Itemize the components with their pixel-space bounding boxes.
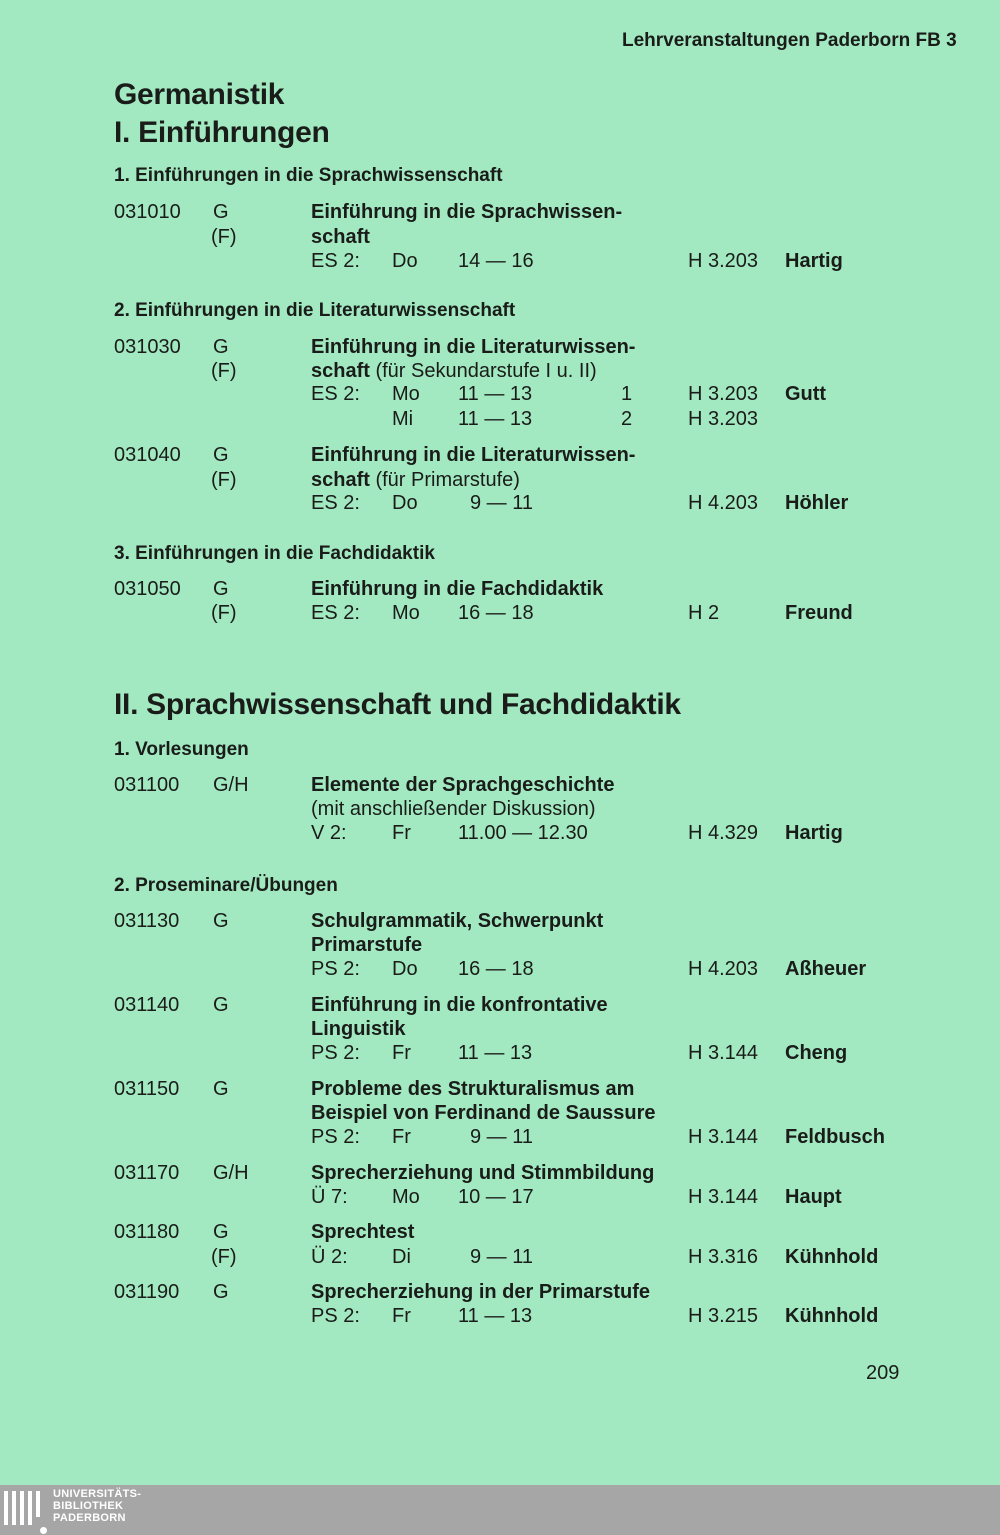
course-lecturer: Haupt [785, 1186, 842, 1208]
course-title-cont: schaft [311, 226, 370, 248]
course-f-mark: (F) [211, 602, 237, 624]
course-lecturer: Freund [785, 602, 853, 624]
course-day: Mo [392, 1186, 420, 1208]
library-logo-text [53, 1488, 141, 1524]
course-room: H 3.316 [688, 1246, 759, 1268]
part-title-2: II. Sprachwissenschaft und Fachdidaktik [114, 688, 681, 721]
course-day-2: Mi [392, 408, 414, 430]
course-lecturer: Kühnhold [785, 1305, 879, 1327]
course-type: Ü 2: [311, 1246, 348, 1268]
logo-line: PADERBORN [53, 1512, 126, 1524]
course-room: H 3.215 [688, 1305, 759, 1327]
course-title-cont [311, 469, 520, 492]
course-time: 11 — 13 [458, 1305, 533, 1327]
course-time: 9 — 11 [470, 492, 533, 514]
course-time: 11 — 13 [458, 1042, 533, 1064]
page-number: 209 [866, 1362, 900, 1384]
course-room: H 4.203 [688, 958, 759, 980]
course-day: Fr [392, 1305, 411, 1327]
course-type: PS 2: [311, 1305, 360, 1327]
course-number: 031040 [114, 444, 181, 466]
course-title: Einführung in die Fachdidaktik [311, 578, 604, 600]
course-day: Do [392, 250, 418, 272]
course-time: 9 — 11 [470, 1126, 533, 1148]
running-header: Lehrveranstaltungen Paderborn FB 3 [622, 30, 957, 51]
section-heading: 1. Vorlesungen [114, 739, 249, 760]
course-level: G [213, 1221, 229, 1243]
course-room: H 3.203 [688, 383, 759, 405]
course-room: H 3.144 [688, 1042, 759, 1064]
course-time: 9 — 11 [470, 1246, 533, 1268]
course-time: 16 — 18 [458, 602, 534, 624]
course-number: 031130 [114, 910, 180, 932]
course-number: 031050 [114, 578, 181, 600]
course-room: H 2 [688, 602, 720, 624]
course-title-note: (für Sekundarstufe I u. II) [369, 360, 597, 382]
course-day: Fr [392, 822, 411, 844]
course-title-cont [311, 360, 597, 383]
course-title: Einführung in die Literaturwissen- [311, 336, 636, 358]
course-group-2: 2 [621, 408, 633, 430]
course-room: H 4.329 [688, 822, 759, 844]
course-room: H 3.144 [688, 1126, 759, 1148]
course-f-mark: (F) [211, 360, 237, 382]
course-lecturer: Höhler [785, 492, 849, 514]
course-lecturer: Gutt [785, 383, 827, 405]
course-time: 16 — 18 [458, 958, 534, 980]
course-day: Di [392, 1246, 411, 1268]
course-level: G [213, 336, 229, 358]
course-number: 031140 [114, 994, 180, 1016]
library-footer-bar [0, 1485, 1000, 1535]
course-level: G/H [213, 774, 249, 796]
main-title: Germanistik [114, 78, 285, 111]
section-heading: 1. Einführungen in die Sprachwissenschaft [114, 165, 503, 186]
course-room: H 4.203 [688, 492, 759, 514]
course-level: G [213, 994, 229, 1016]
course-group: 1 [621, 383, 633, 405]
course-level: G [213, 201, 229, 223]
course-title: Elemente der Sprachgeschichte [311, 774, 615, 796]
course-type: PS 2: [311, 958, 360, 980]
course-title-bold: schaft [311, 469, 370, 491]
course-lecturer: Cheng [785, 1042, 848, 1064]
course-f-mark: (F) [211, 1246, 237, 1268]
course-lecturer: Aßheuer [785, 958, 867, 980]
section-heading: 2. Einführungen in die Literaturwissenschaft [114, 300, 516, 321]
course-title-bold: schaft [311, 360, 370, 382]
course-title: Sprechtest [311, 1221, 415, 1243]
course-title-cont: Beispiel von Ferdinand de Saussure [311, 1102, 656, 1124]
course-f-mark: (F) [211, 226, 237, 248]
course-type: ES 2: [311, 602, 360, 624]
course-title-cont: (mit anschließender Diskussion) [311, 798, 596, 820]
logo-line: BIBLIOTHEK [53, 1500, 124, 1512]
course-type: ES 2: [311, 492, 360, 514]
course-title: Sprecherziehung und Stimmbildung [311, 1162, 655, 1184]
course-day: Fr [392, 1126, 411, 1148]
course-time: 10 — 17 [458, 1186, 534, 1208]
course-lecturer: Hartig [785, 822, 843, 844]
course-time: 11 — 13 [458, 383, 533, 405]
course-lecturer: Kühnhold [785, 1246, 879, 1268]
course-type: PS 2: [311, 1126, 360, 1148]
course-room-2: H 3.203 [688, 408, 759, 430]
course-title-cont: Primarstufe [311, 934, 423, 956]
course-day: Do [392, 492, 418, 514]
course-number: 031180 [114, 1221, 180, 1243]
course-title: Probleme des Strukturalismus am [311, 1078, 635, 1100]
course-number: 031170 [114, 1162, 180, 1184]
library-logo-icon [4, 1491, 46, 1529]
course-room: H 3.203 [688, 250, 759, 272]
course-number: 031150 [114, 1078, 180, 1100]
course-type: ES 2: [311, 383, 360, 405]
section-heading: 2. Proseminare/Übungen [114, 875, 338, 896]
course-number: 031190 [114, 1281, 180, 1303]
section-heading: 3. Einführungen in die Fachdidaktik [114, 543, 435, 564]
course-title: Einführung in die Literaturwissen- [311, 444, 636, 466]
course-day: Do [392, 958, 418, 980]
logo-line: UNIVERSITÄTS- [53, 1488, 142, 1500]
course-lecturer: Feldbusch [785, 1126, 886, 1148]
course-f-mark: (F) [211, 469, 237, 491]
course-type: ES 2: [311, 250, 360, 272]
course-number: 031030 [114, 336, 181, 358]
course-title-cont: Linguistik [311, 1018, 406, 1040]
course-level: G [213, 1078, 229, 1100]
course-title: Einführung in die konfrontative [311, 994, 608, 1016]
course-room: H 3.144 [688, 1186, 759, 1208]
course-day: Mo [392, 602, 420, 624]
course-title: Sprecherziehung in der Primarstufe [311, 1281, 650, 1303]
course-time: 14 — 16 [458, 250, 534, 272]
course-type: Ü 7: [311, 1186, 348, 1208]
course-time: 11.00 — 12.30 [458, 822, 588, 844]
course-day: Mo [392, 383, 420, 405]
course-time-2: 11 — 13 [458, 408, 533, 430]
course-level: G [213, 444, 229, 466]
course-type: V 2: [311, 822, 347, 844]
course-title-note: (für Primarstufe) [369, 469, 520, 491]
part-title-1: I. Einführungen [114, 116, 330, 149]
course-level: G/H [213, 1162, 249, 1184]
course-level: G [213, 578, 229, 600]
course-day: Fr [392, 1042, 411, 1064]
course-level: G [213, 910, 229, 932]
course-type: PS 2: [311, 1042, 360, 1064]
course-number: 031100 [114, 774, 180, 796]
course-title: Einführung in die Sprachwissen- [311, 201, 623, 223]
course-title: Schulgrammatik, Schwerpunkt [311, 910, 604, 932]
course-number: 031010 [114, 201, 181, 223]
course-lecturer: Hartig [785, 250, 843, 272]
course-level: G [213, 1281, 229, 1303]
